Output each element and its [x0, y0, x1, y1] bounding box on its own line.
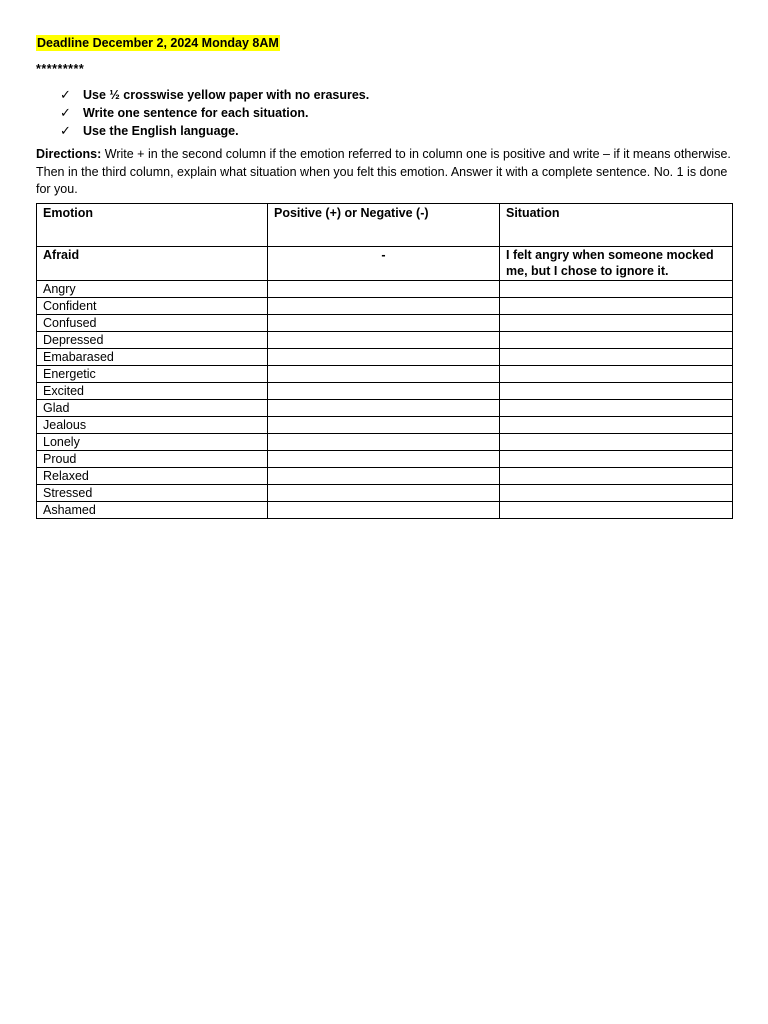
directions-paragraph [36, 146, 732, 199]
table-row [37, 280, 733, 297]
example-situation: I felt angry when someone mocked me, but I chose to ignore it. [500, 246, 733, 280]
emotion-cell: Relaxed [37, 467, 268, 484]
situation-cell[interactable] [500, 399, 733, 416]
situation-cell[interactable] [500, 450, 733, 467]
table-row [37, 331, 733, 348]
sign-cell[interactable] [268, 399, 500, 416]
emotion-cell: Angry [37, 280, 268, 297]
example-sign: - [268, 246, 500, 280]
emotion-cell: Emabarased [37, 348, 268, 365]
header-positive-negative: Positive (+) or Negative (-) [268, 203, 500, 246]
emotion-cell: Proud [37, 450, 268, 467]
situation-cell[interactable] [500, 433, 733, 450]
sign-cell[interactable] [268, 382, 500, 399]
table-row [37, 450, 733, 467]
table-row [37, 314, 733, 331]
header-emotion: Emotion [37, 203, 268, 246]
header-situation: Situation [500, 203, 733, 246]
situation-cell[interactable] [500, 314, 733, 331]
deadline-highlight: Deadline December 2, 2024 Monday 8AM [37, 36, 279, 50]
table-row [37, 365, 733, 382]
sign-cell[interactable] [268, 433, 500, 450]
requirement-item [60, 122, 732, 140]
table-row [37, 348, 733, 365]
table-row [37, 416, 733, 433]
table-row [37, 484, 733, 501]
example-emotion: Afraid [37, 246, 268, 280]
requirement-text: Use ½ crosswise yellow paper with no erasures. [83, 88, 370, 102]
directions-text: Write + in the second column if the emotion referred to in column one is positive and write – if it means otherwise. Then in the third column, explain what situation when you felt this emotion. Answer it with a complete sentence. No. 1 is done for you. [36, 147, 731, 196]
situation-cell[interactable] [500, 331, 733, 348]
emotion-cell: Confident [37, 297, 268, 314]
sign-cell[interactable] [268, 450, 500, 467]
requirement-text: Write one sentence for each situation. [83, 106, 309, 120]
table-header-row [37, 203, 733, 246]
sign-cell[interactable] [268, 331, 500, 348]
emotion-cell: Stressed [37, 484, 268, 501]
situation-cell[interactable] [500, 484, 733, 501]
table-row [37, 297, 733, 314]
emotion-cell: Ashamed [37, 501, 268, 518]
emotion-cell: Lonely [37, 433, 268, 450]
sign-cell[interactable] [268, 484, 500, 501]
situation-cell[interactable] [500, 467, 733, 484]
situation-cell[interactable] [500, 416, 733, 433]
requirement-item [60, 104, 732, 122]
sign-cell[interactable] [268, 314, 500, 331]
situation-cell[interactable] [500, 365, 733, 382]
worksheet-page [36, 34, 732, 519]
checkmark-icon: ✓ [60, 87, 71, 102]
emotions-table [36, 203, 733, 519]
requirement-text: Use the English language. [83, 124, 239, 138]
emotion-cell: Excited [37, 382, 268, 399]
sign-cell[interactable] [268, 416, 500, 433]
situation-cell[interactable] [500, 382, 733, 399]
table-row [37, 433, 733, 450]
situation-cell[interactable] [500, 501, 733, 518]
emotion-cell: Confused [37, 314, 268, 331]
sign-cell[interactable] [268, 365, 500, 382]
sign-cell[interactable] [268, 467, 500, 484]
sign-cell[interactable] [268, 280, 500, 297]
emotion-cell: Glad [37, 399, 268, 416]
situation-cell[interactable] [500, 348, 733, 365]
table-row [37, 399, 733, 416]
table-row [37, 382, 733, 399]
directions-label: Directions: [36, 147, 102, 161]
sign-cell[interactable] [268, 297, 500, 314]
situation-cell[interactable] [500, 280, 733, 297]
emotion-cell: Depressed [37, 331, 268, 348]
emotion-cell: Energetic [37, 365, 268, 382]
separator-stars: ********* [36, 62, 85, 76]
requirement-item [60, 86, 732, 104]
checkmark-icon: ✓ [60, 105, 71, 120]
checkmark-icon: ✓ [60, 123, 71, 138]
table-row [37, 501, 733, 518]
example-row [37, 246, 733, 280]
emotion-cell: Jealous [37, 416, 268, 433]
requirements-list [36, 86, 732, 140]
table-row [37, 467, 733, 484]
sign-cell[interactable] [268, 348, 500, 365]
situation-cell[interactable] [500, 297, 733, 314]
sign-cell[interactable] [268, 501, 500, 518]
